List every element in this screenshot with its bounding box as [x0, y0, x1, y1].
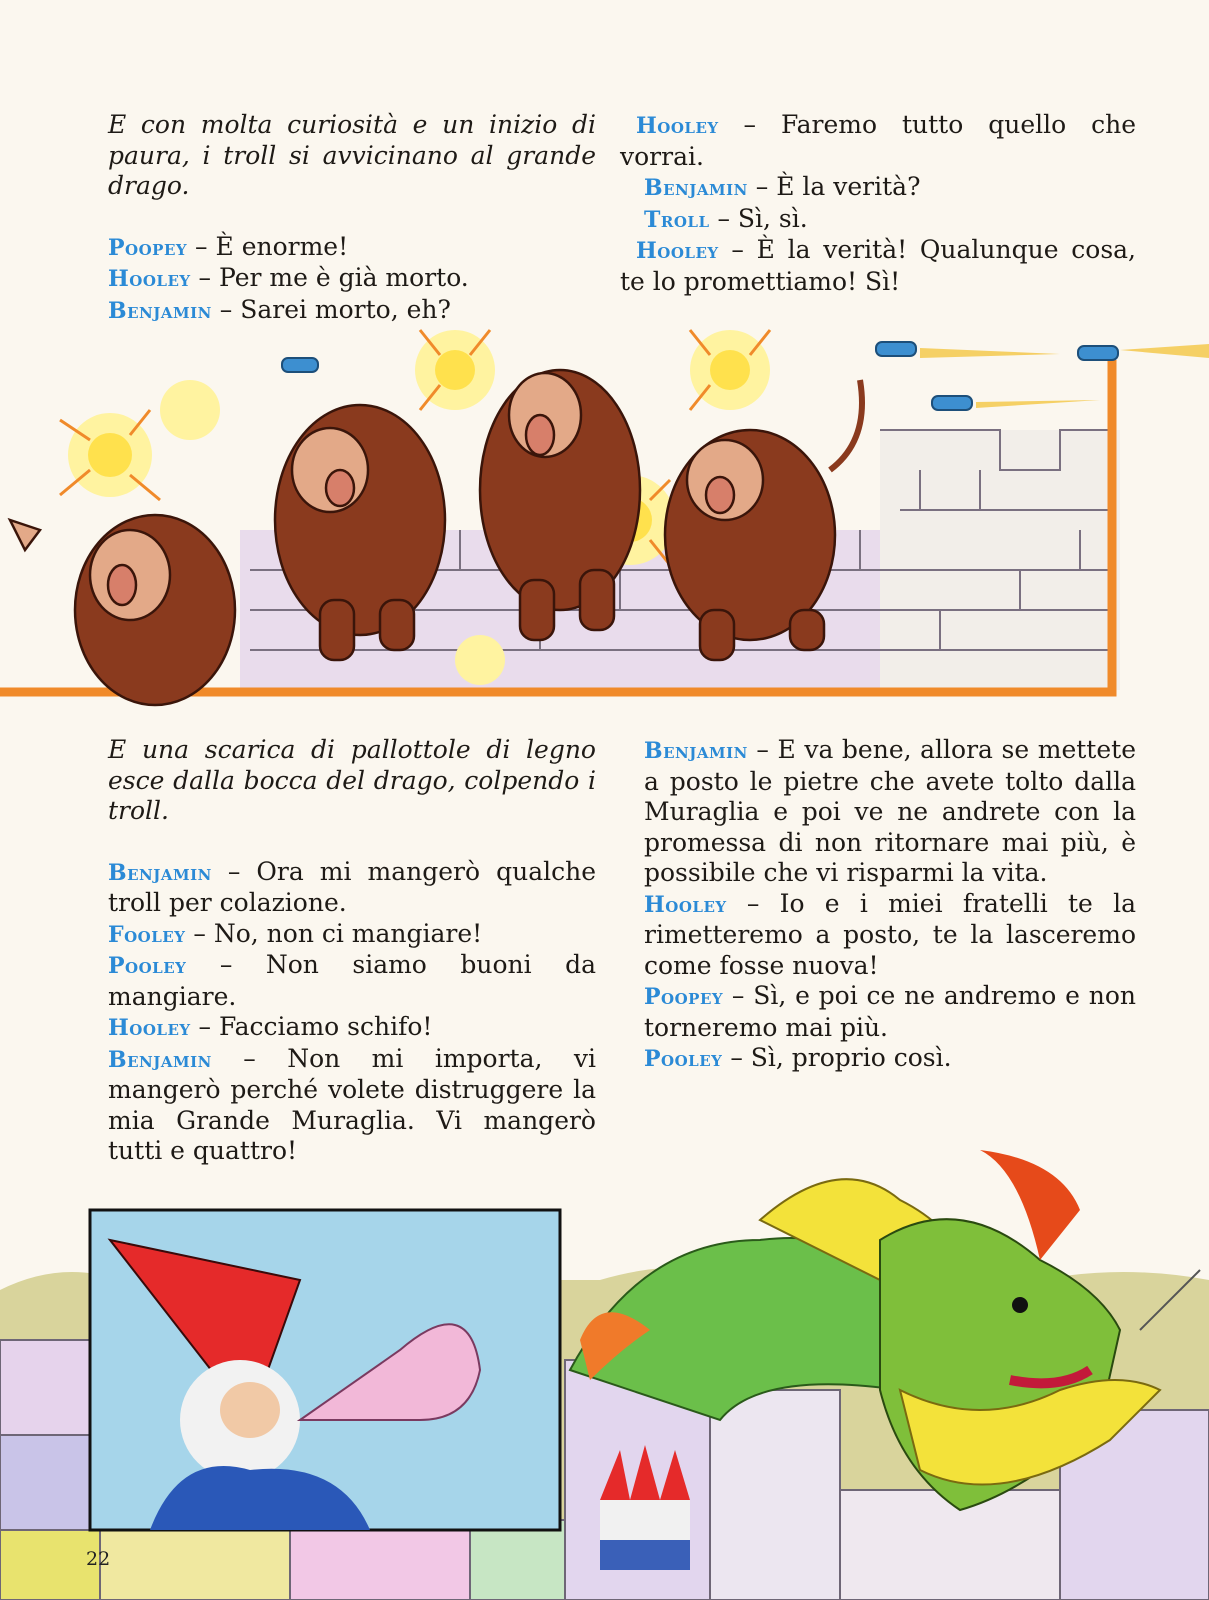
narration: E con molta curiosità e un inizio di paura, i troll si avvicinano al grande drago. — [108, 110, 596, 200]
speaker-name: Benjamin — [108, 859, 212, 886]
dialogue-line — [84, 232, 596, 264]
speaker-name: Benjamin — [644, 738, 748, 764]
dialogue-text: – No, non ci mangiare! — [185, 918, 483, 948]
dialogue-text: – Non mi importa, vi mangerò perché volete distruggere la mia Grande Muraglia. Vi mangerò tutti e quattro! — [108, 1043, 596, 1165]
dialogue-line — [620, 889, 1136, 982]
text-column-top-left — [84, 110, 596, 326]
page-number: 22 — [86, 1548, 111, 1570]
dialogue-text: – Faremo tutto quello che vorrai. — [620, 110, 1136, 171]
dialogue-text: – Sì, e poi ce ne andremo e non torneremo mai più. — [644, 981, 1136, 1042]
text-column-top-right — [620, 110, 1136, 297]
dialogue-line — [84, 263, 596, 295]
speaker-name: Hooley — [636, 113, 719, 139]
dialogue-line — [620, 110, 1136, 172]
dialogue-text: – Non siamo buoni da mangiare. — [108, 950, 596, 1011]
troll-1 — [10, 515, 235, 705]
speaker-name: Benjamin — [108, 297, 212, 324]
dialogue-text: – E va bene, allora se mettete a posto le pietre che avete tolto dalla Muraglia e poi ve ne andrete con la promessa di non ritornare mai più, è possibile che vi risparmi la vita. — [644, 735, 1136, 887]
speaker-name: Fooley — [108, 921, 186, 948]
dialogue-text: – È la verità! Qualunque cosa, te lo promettiamo! Sì! — [620, 235, 1136, 296]
dialogue-line — [620, 204, 1136, 236]
speaker-name: Hooley — [636, 238, 719, 264]
speaker-name: Hooley — [644, 891, 727, 918]
speaker-name: Benjamin — [108, 1046, 212, 1073]
gnome-panel — [90, 1210, 560, 1530]
dialogue-line — [620, 235, 1136, 297]
dialogue-line — [620, 735, 1136, 889]
speaker-name: Benjamin — [644, 175, 748, 201]
dialogue-text: – Facciamo schifo! — [190, 1012, 433, 1041]
dialogue-line — [620, 172, 1136, 204]
dialogue-text: – Per me è già morto. — [190, 263, 469, 292]
dialogue-line — [84, 857, 596, 919]
dialogue-line — [84, 919, 596, 951]
dialogue-text: – È la verità? — [747, 172, 921, 201]
dialogue-line — [620, 981, 1136, 1043]
dialogue-text: – Sì, proprio così. — [722, 1043, 952, 1072]
dialogue-line — [84, 950, 596, 1012]
dialogue-text: – Io e i miei fratelli te la rimetteremo a posto, te la lasceremo come fosse nuova! — [644, 888, 1136, 980]
speaker-name: Troll — [644, 206, 710, 233]
speaker-name: Pooley — [644, 1046, 723, 1072]
dialogue-text: – Sarei morto, eh? — [211, 294, 451, 324]
speaker-name: Poopey — [108, 234, 188, 261]
speaker-name: Pooley — [108, 953, 187, 979]
trolls-illustration — [0, 320, 1209, 715]
narration: E una scarica di pallottole di legno esce dalla bocca del drago, colpendo i troll. — [108, 735, 596, 825]
dragon-illustration — [0, 1090, 1209, 1600]
text-column-bottom-right — [620, 735, 1136, 1075]
dialogue-line — [84, 1012, 596, 1044]
speaker-name: Poopey — [644, 984, 724, 1010]
dialogue-text: – Ora mi mangerò qualche troll per colazione. — [108, 856, 596, 917]
dialogue-line — [620, 1043, 1136, 1075]
speaker-name: Hooley — [108, 266, 191, 292]
dialogue-text: – Sì, sì. — [709, 203, 808, 233]
speaker-name: Hooley — [108, 1015, 191, 1041]
dialogue-text: – È enorme! — [187, 231, 349, 261]
